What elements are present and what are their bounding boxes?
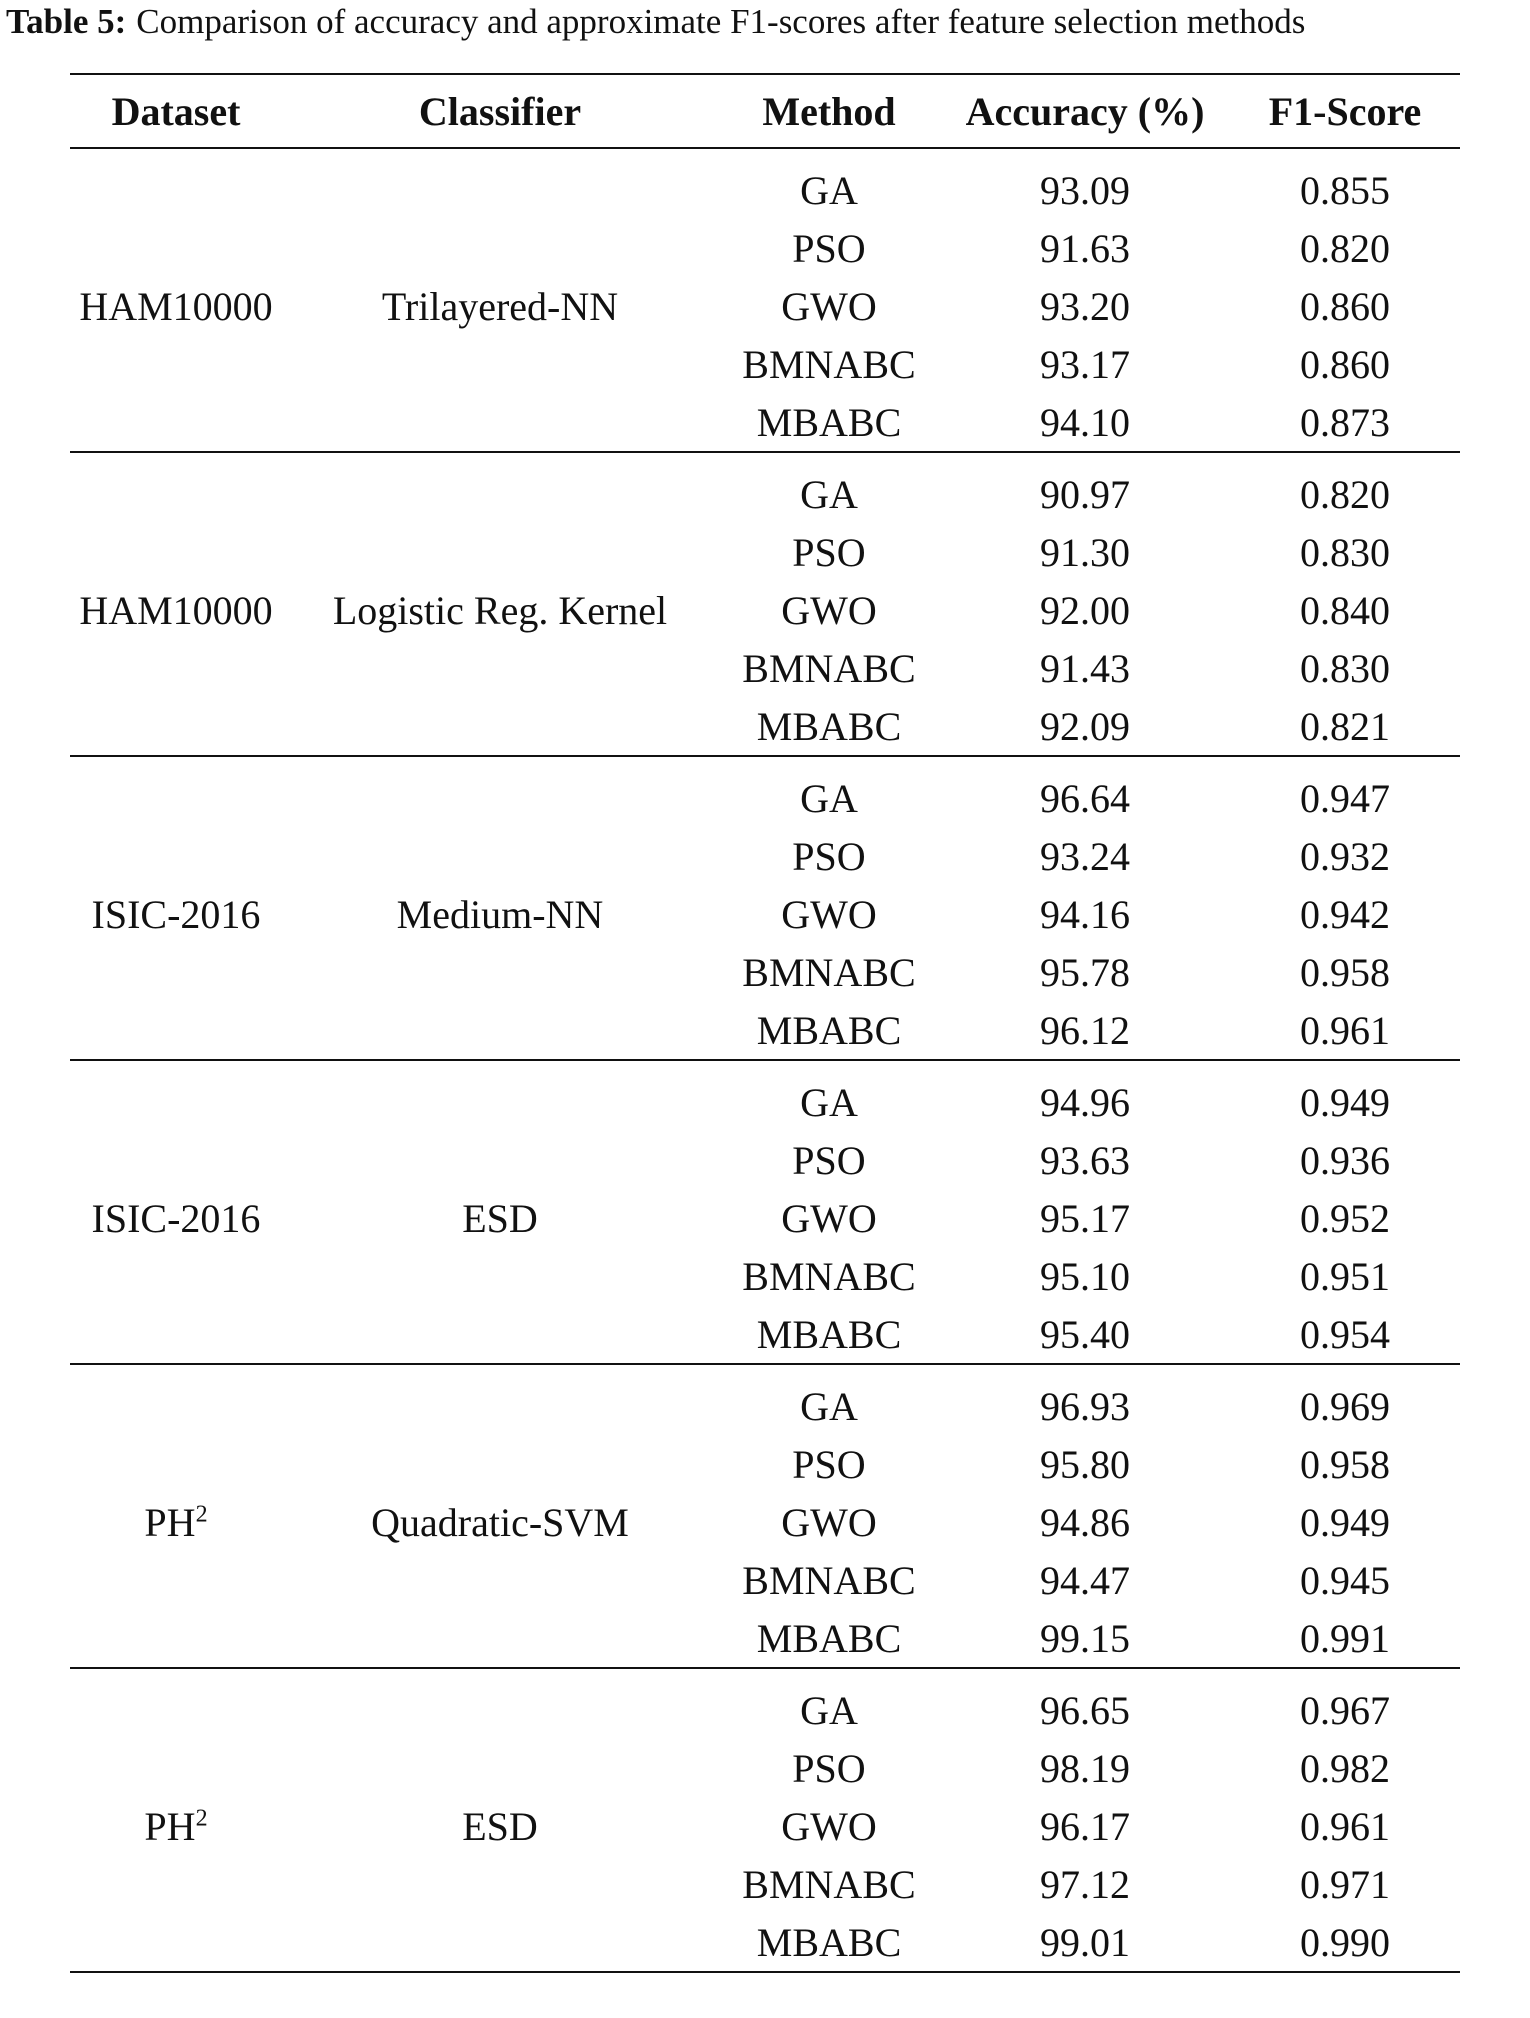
method-cell: GA xyxy=(800,1079,858,1125)
method-cell: GWO xyxy=(781,283,877,329)
results-table xyxy=(70,73,1460,1973)
f1-score-cell: 0.942 xyxy=(1300,891,1390,937)
accuracy-cell: 91.30 xyxy=(1040,529,1130,575)
dataset-name: HAM10000 xyxy=(79,587,273,633)
dataset-name: HAM10000 xyxy=(79,283,273,329)
method-cell: GWO xyxy=(781,1803,877,1849)
f1-score-cell: 0.961 xyxy=(1300,1007,1390,1053)
accuracy-cell: 93.17 xyxy=(1040,341,1130,387)
f1-score-cell: 0.958 xyxy=(1300,1441,1390,1487)
accuracy-cell: 99.01 xyxy=(1040,1919,1130,1965)
dataset-cell xyxy=(70,1668,282,1972)
method-cell: PSO xyxy=(792,225,866,271)
method-cell: GA xyxy=(800,1383,858,1429)
accuracy-cell: 95.80 xyxy=(1040,1441,1130,1487)
dataset-superscript: 2 xyxy=(195,1501,208,1528)
classifier-cell: Medium-NN xyxy=(396,891,604,937)
f1-score-cell: 0.949 xyxy=(1300,1079,1390,1125)
accuracy-cell: 94.96 xyxy=(1040,1079,1130,1125)
dataset-cell xyxy=(70,148,282,452)
method-cell: PSO xyxy=(792,833,866,879)
accuracy-cell: 94.86 xyxy=(1040,1499,1130,1545)
dataset-name: PH xyxy=(144,1499,196,1545)
f1-score-cell: 0.967 xyxy=(1300,1687,1390,1733)
accuracy-cell: 93.24 xyxy=(1040,833,1130,879)
classifier-cell: Quadratic-SVM xyxy=(371,1499,629,1545)
f1-score-cell: 0.951 xyxy=(1300,1253,1390,1299)
accuracy-cell: 90.97 xyxy=(1040,471,1130,517)
accuracy-cell: 98.19 xyxy=(1040,1745,1130,1791)
f1-score-cell: 0.860 xyxy=(1300,341,1390,387)
header-method: Method xyxy=(762,88,896,134)
method-cell: MBABC xyxy=(756,1007,902,1053)
table-group xyxy=(70,1060,1460,1364)
method-cell: GWO xyxy=(781,1195,877,1241)
table-group xyxy=(70,1668,1460,1972)
accuracy-cell: 95.17 xyxy=(1040,1195,1130,1241)
f1-score-cell: 0.947 xyxy=(1300,775,1390,821)
method-cell: MBABC xyxy=(756,703,902,749)
method-cell: BMNABC xyxy=(742,341,916,387)
method-cell: PSO xyxy=(792,529,866,575)
table-caption xyxy=(6,0,1305,48)
accuracy-cell: 96.17 xyxy=(1040,1803,1130,1849)
classifier-cell: Trilayered-NN xyxy=(381,283,619,329)
method-cell: GA xyxy=(800,471,858,517)
header-f1-score: F1-Score xyxy=(1268,88,1422,134)
accuracy-cell: 97.12 xyxy=(1040,1861,1130,1907)
accuracy-cell: 96.93 xyxy=(1040,1383,1130,1429)
header-classifier: Classifier xyxy=(418,88,582,134)
accuracy-cell: 93.20 xyxy=(1040,283,1130,329)
table-group xyxy=(70,756,1460,1060)
f1-score-cell: 0.820 xyxy=(1300,471,1390,517)
method-cell: BMNABC xyxy=(742,645,916,691)
method-cell: MBABC xyxy=(756,399,902,445)
accuracy-cell: 91.43 xyxy=(1040,645,1130,691)
table-caption-text: Comparison of accuracy and approximate F1-scores after feature selection methods xyxy=(136,2,1306,41)
dataset-cell xyxy=(70,1364,282,1668)
accuracy-cell: 95.78 xyxy=(1040,949,1130,995)
method-cell: BMNABC xyxy=(742,1861,916,1907)
method-cell: GWO xyxy=(781,891,877,937)
method-cell: BMNABC xyxy=(742,1557,916,1603)
f1-score-cell: 0.952 xyxy=(1300,1195,1390,1241)
table-row xyxy=(70,1668,1460,1739)
f1-score-cell: 0.958 xyxy=(1300,949,1390,995)
accuracy-cell: 96.64 xyxy=(1040,775,1130,821)
dataset-cell xyxy=(70,452,282,756)
accuracy-cell: 96.12 xyxy=(1040,1007,1130,1053)
table-group xyxy=(70,148,1460,452)
table-row xyxy=(70,1060,1460,1131)
f1-score-cell: 0.830 xyxy=(1300,645,1390,691)
header-dataset: Dataset xyxy=(111,88,241,134)
table-row xyxy=(70,1364,1460,1435)
f1-score-cell: 0.961 xyxy=(1300,1803,1390,1849)
method-cell: GWO xyxy=(781,1499,877,1545)
method-cell: BMNABC xyxy=(742,949,916,995)
accuracy-cell: 94.16 xyxy=(1040,891,1130,937)
method-cell: BMNABC xyxy=(742,1253,916,1299)
table-header xyxy=(70,74,1460,148)
accuracy-cell: 99.15 xyxy=(1040,1615,1130,1661)
accuracy-cell: 95.40 xyxy=(1040,1311,1130,1357)
f1-score-cell: 0.991 xyxy=(1300,1615,1390,1661)
dataset-name: PH xyxy=(144,1803,196,1849)
f1-score-cell: 0.971 xyxy=(1300,1861,1390,1907)
accuracy-cell: 92.00 xyxy=(1040,587,1130,633)
accuracy-cell: 96.65 xyxy=(1040,1687,1130,1733)
accuracy-cell: 93.63 xyxy=(1040,1137,1130,1183)
dataset-cell xyxy=(70,1060,282,1364)
table-group xyxy=(70,1364,1460,1668)
f1-score-cell: 0.860 xyxy=(1300,283,1390,329)
method-cell: MBABC xyxy=(756,1919,902,1965)
accuracy-cell: 92.09 xyxy=(1040,703,1130,749)
method-cell: PSO xyxy=(792,1441,866,1487)
dataset-name: ISIC-2016 xyxy=(91,1195,261,1241)
accuracy-cell: 93.09 xyxy=(1040,167,1130,213)
classifier-cell: ESD xyxy=(462,1803,538,1849)
method-cell: GA xyxy=(800,1687,858,1733)
dataset-cell xyxy=(70,756,282,1060)
f1-score-cell: 0.932 xyxy=(1300,833,1390,879)
f1-score-cell: 0.982 xyxy=(1300,1745,1390,1791)
classifier-cell: ESD xyxy=(462,1195,538,1241)
f1-score-cell: 0.949 xyxy=(1300,1499,1390,1545)
method-cell: MBABC xyxy=(756,1615,902,1661)
accuracy-cell: 95.10 xyxy=(1040,1253,1130,1299)
method-cell: GA xyxy=(800,167,858,213)
table-row xyxy=(70,148,1460,219)
dataset-name: ISIC-2016 xyxy=(91,891,261,937)
method-cell: GWO xyxy=(781,587,877,633)
f1-score-cell: 0.954 xyxy=(1300,1311,1390,1357)
f1-score-cell: 0.830 xyxy=(1300,529,1390,575)
method-cell: GA xyxy=(800,775,858,821)
table-group xyxy=(70,452,1460,756)
f1-score-cell: 0.945 xyxy=(1300,1557,1390,1603)
f1-score-cell: 0.990 xyxy=(1300,1919,1390,1965)
header-accuracy: Accuracy (%) xyxy=(965,88,1205,134)
table-row xyxy=(70,756,1460,827)
f1-score-cell: 0.840 xyxy=(1300,587,1390,633)
accuracy-cell: 91.63 xyxy=(1040,225,1130,271)
method-cell: MBABC xyxy=(756,1311,902,1357)
dataset-superscript: 2 xyxy=(195,1805,208,1832)
f1-score-cell: 0.873 xyxy=(1300,399,1390,445)
f1-score-cell: 0.969 xyxy=(1300,1383,1390,1429)
f1-score-cell: 0.820 xyxy=(1300,225,1390,271)
table-row xyxy=(70,452,1460,523)
method-cell: PSO xyxy=(792,1745,866,1791)
accuracy-cell: 94.47 xyxy=(1040,1557,1130,1603)
f1-score-cell: 0.936 xyxy=(1300,1137,1390,1183)
table-caption-label: Table 5: xyxy=(6,2,127,41)
classifier-cell: Logistic Reg. Kernel xyxy=(332,587,668,633)
accuracy-cell: 94.10 xyxy=(1040,399,1130,445)
header-row xyxy=(70,74,1460,148)
method-cell: PSO xyxy=(792,1137,866,1183)
f1-score-cell: 0.821 xyxy=(1300,703,1390,749)
f1-score-cell: 0.855 xyxy=(1300,167,1390,213)
